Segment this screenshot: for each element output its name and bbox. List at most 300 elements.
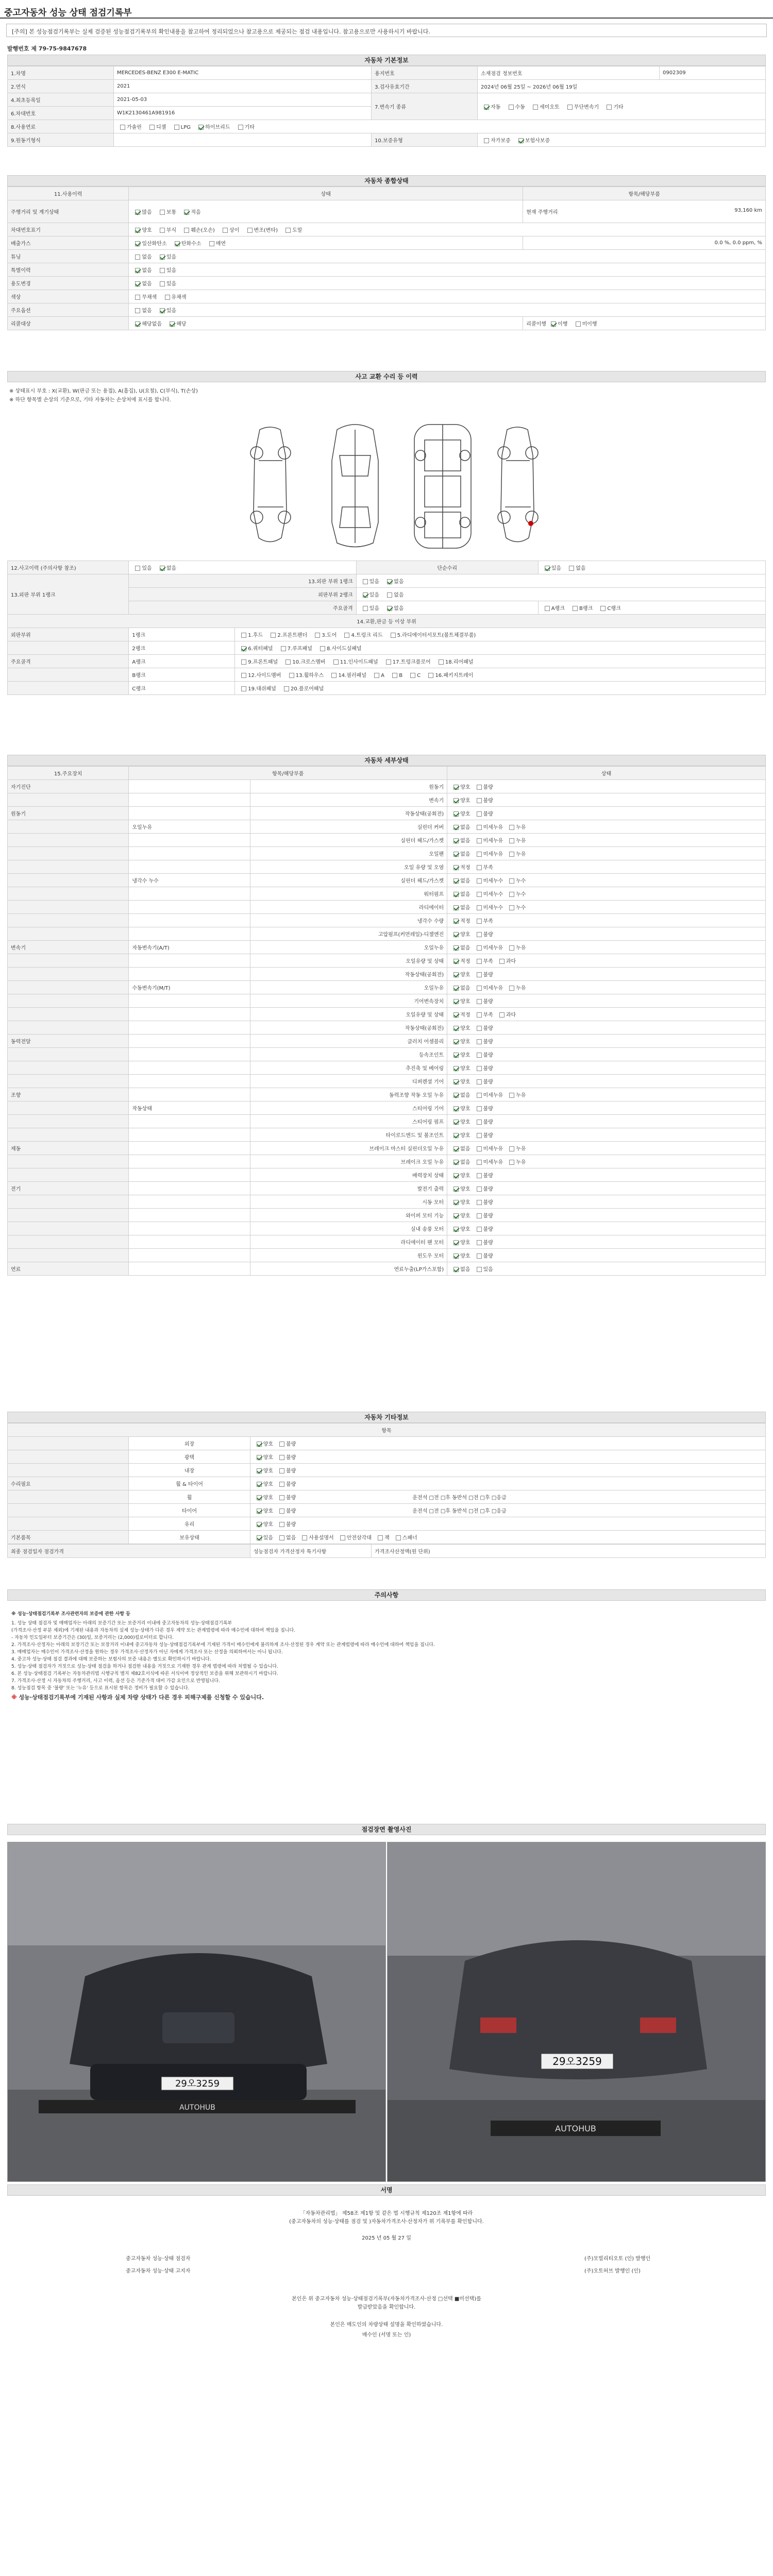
detail-checkbox[interactable] (453, 945, 459, 951)
detail-group: 변속기 (8, 941, 129, 954)
rear-plate: 29오3259 (552, 2055, 602, 2067)
detail-checkbox[interactable] (477, 785, 482, 790)
checkbox-frame-a[interactable] (545, 606, 550, 611)
general-state-header: 자동차 종합상태 (7, 175, 766, 187)
detail-checkbox[interactable] (509, 1160, 514, 1165)
detail-checkbox[interactable] (453, 1240, 459, 1245)
detail-sub (129, 1115, 250, 1128)
detail-checkbox[interactable] (509, 892, 514, 897)
detail-checkbox[interactable] (477, 852, 482, 857)
checkbox-option-yes[interactable] (160, 308, 165, 313)
other-extra: 운전석 □전 □후 동반석 □전 □후 □응급 (412, 1509, 507, 1514)
detail-checkbox[interactable] (477, 1093, 482, 1098)
checkbox-vin-diff[interactable] (223, 228, 228, 233)
caution-item: 6. 본 성능·상태점검 기록부는 자동차관리법 시행규칙 별지 제82호서식에 따른 서식이며 정상적인 보증을 위해 보관하시기 바랍니다. (11, 1671, 278, 1676)
detail-state: 양호 불량 (447, 1035, 766, 1048)
detail-head-state: 상태 (447, 767, 766, 780)
checkbox-usechange-none[interactable] (135, 281, 140, 286)
row-recall-opts: 해당없음 해당 (129, 317, 523, 330)
label-warranty: 10.보증유형 (372, 133, 478, 147)
checkbox-insurer-warranty[interactable] (518, 138, 524, 143)
checkbox-usechange-yes[interactable] (160, 281, 165, 286)
checkbox-vin-rust[interactable] (160, 228, 165, 233)
detail-sub (129, 968, 250, 981)
other-checkbox[interactable] (279, 1468, 284, 1473)
detail-state: 양호 불량 (447, 1061, 766, 1075)
other-item: 외장 (129, 1437, 250, 1450)
detail-sub (129, 1128, 250, 1142)
detail-checkbox[interactable] (453, 1066, 459, 1071)
detail-checkbox[interactable] (477, 1267, 482, 1272)
detail-checkbox[interactable] (453, 1093, 459, 1098)
caution-item: 7. 가격조사·산정 시 자동차의 주행거리, 사고 이력, 옵션 등은 기준가격 대비 가감 요인으로 반영됩니다. (11, 1679, 220, 1684)
accident-history-label: 12.사고이력 (주의사항 참조) (8, 561, 129, 574)
detail-row (8, 981, 766, 994)
detail-checkbox[interactable] (453, 1120, 459, 1125)
detail-sub (129, 807, 250, 820)
caution-item: 8. 성능점검 항목 중 '불량' 또는 '누유' 등으로 표시된 항목은 정비가 필요할 수 있습니다. (11, 1686, 190, 1691)
detail-checkbox[interactable] (477, 825, 482, 830)
other-item: 타이어 (129, 1504, 250, 1517)
detail-state: 없음 미세누수 누수 (447, 887, 766, 901)
detail-row (8, 1168, 766, 1182)
other-checkbox[interactable] (396, 1535, 401, 1540)
checkbox-vin-damage[interactable] (184, 228, 189, 233)
other-info-section (7, 1412, 766, 1558)
other-checkbox[interactable] (257, 1522, 262, 1527)
other-checkbox[interactable] (257, 1509, 262, 1514)
checkbox-r1-yes[interactable] (363, 579, 368, 584)
detail-checkbox[interactable] (453, 1106, 459, 1111)
detail-checkbox[interactable] (453, 852, 459, 857)
checkbox-tuning-yes[interactable] (160, 255, 165, 260)
detail-checkbox[interactable] (453, 972, 459, 977)
checkbox-hybrid[interactable] (198, 125, 204, 130)
other-row (8, 1531, 766, 1544)
other-checkbox[interactable] (257, 1495, 262, 1500)
checkbox-cvt[interactable] (567, 105, 573, 110)
detail-checkbox[interactable] (477, 838, 482, 843)
detail-checkbox[interactable] (453, 1200, 459, 1205)
checkbox-color-chrom[interactable] (165, 295, 170, 300)
detail-checkbox[interactable] (477, 1066, 482, 1071)
checkbox-frame-b[interactable] (573, 606, 578, 611)
checkbox-recall-notdone[interactable] (576, 321, 581, 327)
detail-checkbox[interactable] (477, 1200, 482, 1205)
other-state: 양호 불량 (250, 1477, 765, 1490)
checkbox-vin-good[interactable] (135, 228, 140, 233)
checkbox-vin-alter[interactable] (247, 228, 253, 233)
other-state: 양호 불량 (250, 1464, 765, 1477)
detail-checkbox[interactable] (477, 1173, 482, 1178)
detail-item: 스티어링 기어 (250, 1101, 447, 1115)
detail-row (8, 1235, 766, 1249)
detail-checkbox[interactable] (477, 878, 482, 884)
detail-item: 원동기 (250, 780, 447, 793)
other-group: 기본품목 (8, 1531, 129, 1544)
detail-group (8, 914, 129, 927)
detail-sub (129, 901, 250, 914)
detail-group: 동력전달 (8, 1035, 129, 1048)
detail-checkbox[interactable] (453, 1187, 459, 1192)
detail-row (8, 1008, 766, 1021)
detail-checkbox[interactable] (453, 999, 459, 1004)
checkbox-smoke[interactable] (209, 241, 214, 246)
detail-item: 스티어링 펌프 (250, 1115, 447, 1128)
other-state: 양호 불량 (250, 1437, 765, 1450)
detail-checkbox[interactable] (453, 838, 459, 843)
detail-row (8, 1061, 766, 1075)
other-checkbox[interactable] (279, 1522, 284, 1527)
detail-checkbox[interactable] (453, 785, 459, 790)
checkbox-lpg[interactable] (174, 125, 179, 130)
detail-checkbox[interactable] (453, 1160, 459, 1165)
detail-checkbox[interactable] (453, 905, 459, 910)
detail-head-device: 15.주요장치 (8, 767, 129, 780)
checkbox-manual[interactable] (509, 105, 514, 110)
checkbox-accident-yes[interactable] (135, 566, 140, 571)
other-info-header: 자동차 기타정보 (7, 1412, 766, 1423)
other-checkbox[interactable] (302, 1535, 307, 1540)
detail-checkbox[interactable] (453, 1213, 459, 1218)
other-checkbox[interactable] (279, 1535, 284, 1540)
checkbox-special-none[interactable] (135, 268, 140, 273)
detail-checkbox[interactable] (477, 1253, 482, 1259)
detail-sub (129, 860, 250, 874)
detail-checkbox[interactable] (477, 1187, 482, 1192)
other-item: 보유상태 (129, 1531, 250, 1544)
detail-group (8, 1008, 129, 1021)
detail-item: 윈도우 모터 (250, 1249, 447, 1262)
detail-sub (129, 1182, 250, 1195)
detail-state: 양호 불량 (447, 793, 766, 807)
checkbox-frame-no[interactable] (387, 606, 392, 611)
detail-checkbox[interactable] (477, 1146, 482, 1151)
checkbox-r1-no[interactable] (387, 579, 392, 584)
checker-label: 중고자동차 성능·상태 점검자 (126, 2256, 191, 2262)
detail-group (8, 1235, 129, 1249)
checkbox-gasoline[interactable] (120, 125, 125, 130)
detail-group (8, 820, 129, 834)
other-checkbox[interactable] (279, 1482, 284, 1487)
checkbox-recall-none[interactable] (135, 321, 140, 327)
checkbox-accident-no[interactable] (160, 566, 165, 571)
caution-item: 5. 성능·상태 점검자가 거짓으로 성능·상태 점검을 하거나 점검한 내용을 거짓으로 기재한 경우 관계 법령에 따라 처벌될 수 있습니다. (11, 1664, 278, 1669)
detail-checkbox[interactable] (453, 865, 459, 870)
detail-checkbox[interactable] (499, 1012, 505, 1018)
detail-group (8, 874, 129, 887)
detail-row (8, 860, 766, 874)
detail-state: 없음 미세누유 누유 (447, 847, 766, 860)
detail-checkbox[interactable] (499, 959, 505, 964)
detail-checkbox[interactable] (477, 1053, 482, 1058)
checkbox-repair-no[interactable] (569, 566, 574, 571)
detail-sub (129, 847, 250, 860)
detail-checkbox[interactable] (453, 1079, 459, 1084)
detail-state: 양호 불량 (447, 1101, 766, 1115)
row-option-label: 주요옵션 (8, 303, 129, 317)
detail-checkbox[interactable] (477, 1240, 482, 1245)
checkbox-special-yes[interactable] (160, 268, 165, 273)
detail-group (8, 1061, 129, 1075)
detail-checkbox[interactable] (453, 1146, 459, 1151)
detail-checkbox[interactable] (477, 1012, 482, 1018)
detail-checkbox[interactable] (477, 972, 482, 977)
other-checkbox[interactable] (279, 1495, 284, 1500)
detail-checkbox[interactable] (477, 1160, 482, 1165)
checkbox-mileage-few[interactable] (184, 210, 189, 215)
detail-state: 적정 부족 과다 (447, 1008, 766, 1021)
detail-checkbox[interactable] (453, 1026, 459, 1031)
other-checkbox[interactable] (257, 1535, 262, 1540)
detail-checkbox[interactable] (509, 852, 514, 857)
detail-item: 오일팬 (250, 847, 447, 860)
detail-checkbox[interactable] (477, 1039, 482, 1044)
detail-row (8, 780, 766, 793)
label-reg-no: 용지번호 (372, 66, 478, 80)
sign-header: 서명 (7, 2184, 766, 2196)
detail-item: 냉각수 수량 (250, 914, 447, 927)
detail-group: 조향 (8, 1088, 129, 1101)
label-vin: 6.차대번호 (8, 107, 114, 120)
detail-checkbox[interactable] (477, 905, 482, 910)
detail-checkbox[interactable] (509, 1146, 514, 1151)
detail-checkbox[interactable] (453, 1133, 459, 1138)
detail-checkbox[interactable] (509, 986, 514, 991)
checkbox-mileage-mid[interactable] (160, 210, 165, 215)
detail-sub: 자동변속기(A/T) (129, 941, 250, 954)
detail-group (8, 968, 129, 981)
detail-item: 작동상태(공회전) (250, 1021, 447, 1035)
checkbox-frame-c[interactable] (600, 606, 606, 611)
detail-checkbox[interactable] (477, 919, 482, 924)
detail-checkbox[interactable] (477, 892, 482, 897)
detail-group: 제동 (8, 1142, 129, 1155)
detail-item: 추진축 및 베어링 (250, 1061, 447, 1075)
car-diagram-svg (7, 404, 766, 558)
detail-state: 양호 불량 (447, 1249, 766, 1262)
other-checkbox[interactable] (257, 1442, 262, 1447)
detail-checkbox[interactable] (477, 986, 482, 991)
photo-header: 점검장면 촬영사진 (7, 1824, 766, 1835)
detail-checkbox[interactable] (453, 1039, 459, 1044)
caution-item: 3. 매매업자는 매수인이 가격조사·산정을 원하는 경우 가격조사·산정자가 아닌 자에게 가격조사 또는 산정을 의뢰하여서는 아니 됩니다. (11, 1650, 283, 1655)
checkbox-self-warranty[interactable] (484, 138, 489, 143)
other-checkbox[interactable] (279, 1509, 284, 1514)
exch-items-b: 12.사이드멤버 13.휠하우스 14.필러패널 A B C 16.패키지트레이 (235, 668, 766, 682)
detail-row (8, 1075, 766, 1088)
other-checkbox[interactable] (378, 1535, 383, 1540)
detail-checkbox[interactable] (453, 959, 459, 964)
detail-checkbox[interactable] (477, 798, 482, 803)
detail-checkbox[interactable] (453, 919, 459, 924)
detail-group (8, 1101, 129, 1115)
detail-sub (129, 994, 250, 1008)
checkbox-frame-yes[interactable] (363, 606, 368, 611)
outer-rank1-label: 13.외판 부위 1랭크 (8, 574, 129, 615)
other-checkbox[interactable] (257, 1468, 262, 1473)
detail-checkbox[interactable] (453, 1253, 459, 1259)
detail-checkbox[interactable] (509, 878, 514, 884)
price-table (7, 1544, 766, 1558)
detail-checkbox[interactable] (453, 932, 459, 937)
detail-group (8, 901, 129, 914)
exch-rank-b: B랭크 (129, 668, 235, 682)
other-checkbox[interactable] (279, 1455, 284, 1460)
checkbox-tuning-none[interactable] (135, 255, 140, 260)
detail-sub (129, 887, 250, 901)
detail-checkbox[interactable] (477, 945, 482, 951)
car-frame-view (414, 425, 471, 548)
value-car-name: MERCEDES-BENZ E300 E-MATIC (113, 66, 371, 80)
checkbox-repair-yes[interactable] (545, 566, 550, 571)
checkbox-option-none[interactable] (135, 308, 140, 313)
fuel-options: 가솔린 디젤 LPG 하이브리드 기타 (113, 120, 765, 133)
row-vin-mark-opts: 양호 부식 훼손(오손) 상이 변조(변타) 도말 (129, 223, 766, 236)
detail-sub: 오일누유 (129, 820, 250, 834)
front-plate: 29오3259 (175, 2078, 220, 2089)
checkbox-color-achrom[interactable] (135, 295, 140, 300)
detail-row (8, 1209, 766, 1222)
caution-item: - 자동차 인도일부터 보증기간은 (30)일, 보증거리는 (2,000)킬로미터로 합니다. (11, 1635, 174, 1640)
detail-state: 양호 불량 (447, 994, 766, 1008)
detail-checkbox[interactable] (509, 945, 514, 951)
other-checkbox[interactable] (257, 1482, 262, 1487)
detail-checkbox[interactable] (477, 1120, 482, 1125)
detail-checkbox[interactable] (477, 1079, 482, 1084)
detail-checkbox[interactable] (453, 1053, 459, 1058)
title-rule (0, 18, 773, 19)
checkbox-etc[interactable] (607, 105, 612, 110)
detail-checkbox[interactable] (509, 1093, 514, 1098)
detail-checkbox[interactable] (477, 811, 482, 817)
detail-checkbox[interactable] (453, 811, 459, 817)
detail-item: 고압펌프(커먼레일)-디젤엔진 (250, 927, 447, 941)
detail-state: 없음 미세누유 누유 (447, 981, 766, 994)
label-year: 2.연식 (8, 80, 114, 93)
other-checkbox[interactable] (340, 1535, 345, 1540)
other-checkbox[interactable] (279, 1442, 284, 1447)
caution-title: ※ 성능·상태점검기록부 조사관련자의 보증에 관한 사항 등 (11, 1612, 130, 1617)
detail-checkbox[interactable] (477, 1133, 482, 1138)
checkbox-vin-paint[interactable] (285, 228, 291, 233)
checkbox-recall-yes[interactable] (170, 321, 175, 327)
checker-value: (주)모빌리티오토 (인) 발행인 (584, 2256, 651, 2262)
detail-checkbox[interactable] (509, 905, 514, 910)
caution-header: 주의사항 (7, 1589, 766, 1601)
detail-row (8, 820, 766, 834)
caution-list (11, 1620, 762, 1692)
detail-state-table (7, 766, 766, 1276)
detail-state: 양호 불량 (447, 927, 766, 941)
detail-row (8, 1021, 766, 1035)
detail-checkbox[interactable] (477, 932, 482, 937)
detail-row (8, 1035, 766, 1048)
detail-row (8, 1088, 766, 1101)
detail-checkbox[interactable] (453, 986, 459, 991)
detail-sub (129, 1262, 250, 1276)
photo-rear (387, 1842, 766, 2182)
detail-group (8, 1021, 129, 1035)
detail-group (8, 1075, 129, 1088)
detail-item: 브레이크 오일 누유 (250, 1155, 447, 1168)
checkbox-fuel-etc[interactable] (238, 125, 243, 130)
row-usechange-opts: 없음 있음 (129, 277, 766, 290)
detail-row (8, 968, 766, 981)
detail-item: 동력조향 작동 오일 누유 (250, 1088, 447, 1101)
detail-row (8, 1182, 766, 1195)
detail-state: 양호 불량 (447, 1222, 766, 1235)
detail-item: 라디에이터 (250, 901, 447, 914)
detail-state: 양호 불량 (447, 1209, 766, 1222)
detail-checkbox[interactable] (509, 838, 514, 843)
detail-state: 적정 부족 과다 (447, 954, 766, 968)
accident-header: 사고 교환 수리 등 이력 (7, 371, 766, 382)
checkbox-mileage-many[interactable] (135, 210, 140, 215)
detail-group (8, 981, 129, 994)
detail-checkbox[interactable] (477, 1227, 482, 1232)
detail-checkbox[interactable] (509, 825, 514, 830)
detail-checkbox[interactable] (453, 1173, 459, 1178)
detail-group (8, 834, 129, 847)
detail-item: 시동 모터 (250, 1195, 447, 1209)
detail-checkbox[interactable] (453, 1227, 459, 1232)
exch-rank-c: C랭크 (129, 682, 235, 695)
other-checkbox[interactable] (257, 1455, 262, 1460)
detail-item: 등속조인트 (250, 1048, 447, 1061)
transmission-options: 자동 수동 세미오토 무단변속기 기타 (478, 93, 766, 120)
car-diagram (7, 404, 766, 558)
detail-item: 변속기 (250, 793, 447, 807)
detail-checkbox[interactable] (477, 1213, 482, 1218)
detail-sub (129, 1209, 250, 1222)
other-item: 광택 (129, 1450, 250, 1464)
checkbox-hc[interactable] (175, 241, 180, 246)
checkbox-recall-done[interactable] (551, 321, 556, 327)
detail-row (8, 1128, 766, 1142)
detail-checkbox[interactable] (477, 1026, 482, 1031)
detail-state-section (7, 755, 766, 1276)
detail-checkbox[interactable] (477, 999, 482, 1004)
checkbox-semi[interactable] (533, 105, 538, 110)
detail-checkbox[interactable] (453, 798, 459, 803)
detail-sub (129, 1048, 250, 1061)
detail-sub (129, 1008, 250, 1021)
detail-row (8, 1101, 766, 1115)
checkbox-r2-no[interactable] (387, 592, 392, 598)
checkbox-diesel[interactable] (149, 125, 155, 130)
detail-checkbox[interactable] (453, 878, 459, 884)
detail-item: 오일 유량 및 오염 (250, 860, 447, 874)
detail-checkbox[interactable] (477, 1106, 482, 1111)
checkbox-auto[interactable] (484, 105, 489, 110)
detail-checkbox[interactable] (453, 1267, 459, 1272)
detail-item: 실린더 헤드/가스켓 (250, 834, 447, 847)
checkbox-r2-yes[interactable] (363, 592, 368, 598)
detail-checkbox[interactable] (477, 865, 482, 870)
checkbox-co[interactable] (135, 241, 140, 246)
value-vin: W1K2130461A981916 (113, 107, 371, 120)
detail-checkbox[interactable] (453, 1012, 459, 1018)
sign-line-1: 「자동차관리법」 제58조 제1항 및 같은 법 시행규칙 제120조 제1항에 따라 (300, 2211, 473, 2216)
other-row (8, 1504, 766, 1517)
detail-checkbox[interactable] (477, 959, 482, 964)
detail-checkbox[interactable] (453, 825, 459, 830)
exch-rank-2: 2랭크 (129, 641, 235, 655)
row-mileage-value: 현재 주행거리 93,160 km (523, 200, 766, 223)
detail-checkbox[interactable] (453, 892, 459, 897)
buyer-sign[interactable]: 매수인 (서명 또는 인) (362, 2332, 411, 2338)
